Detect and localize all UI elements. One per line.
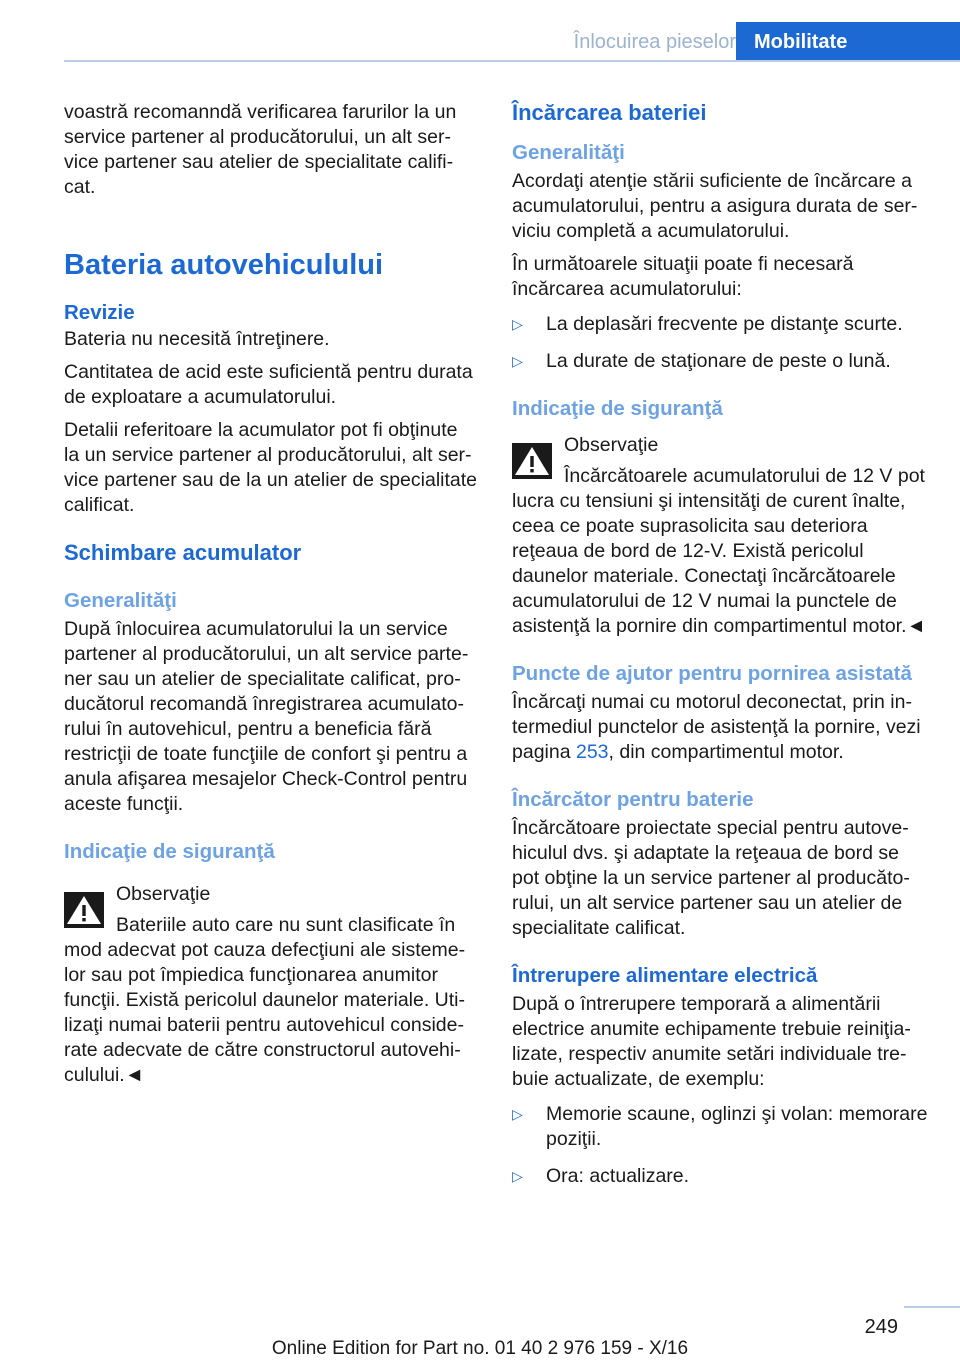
triangle-bullet-icon: ▷ xyxy=(512,1168,523,1184)
heading-indicatie-siguranta-right: Indicaţie de siguranţă xyxy=(512,397,723,420)
generalitati-right-paragraph-1: Acordaţi atenţie stării suficiente de încărcare a acumulatorului, pentru a asigura durata de serviciu completă a acumulatorului. xyxy=(512,170,918,242)
triangle-bullet-icon: ▷ xyxy=(512,1106,523,1122)
left-column xyxy=(64,100,478,1096)
intro-paragraph: voastră recomanndă verificarea farurilor la un service partener al producătorului, un alt service partener sau atelier de specialitate calificat. xyxy=(64,101,457,198)
heading-generalitati: Generalităţi xyxy=(64,589,177,612)
warning-title: Observaţie xyxy=(116,883,211,905)
revizie-paragraph-1: Bateria nu necesită întreţinere. xyxy=(64,328,330,350)
page-header xyxy=(64,22,960,62)
header-chapter-tab[interactable]: Mobilitate xyxy=(736,22,960,62)
revizie-paragraph-3: Detalii referitoare la acumulator pot fi obţinute la un service partener al producătorului, alt service partener sau de la un atelier de specialitate calificat. xyxy=(64,419,478,516)
warning-text-right: Încărcătoarele acumulatorului de 12 V pot lucra cu tensiuni şi intensităţi de curent înalte, ceea ce poate suprasolicita sau deteriora reţeaua de bord de 12-V. Există pericolul daunelor materiale. Conectaţi încărcătoarele acumulatorului de 12 V numai la punctele de asistenţă la pornire din compartimentul motor.◄ xyxy=(512,465,926,637)
puncte-paragraph: Încărcaţi numai cu motorul deconectat, prin intermediul punctelor de asistenţă la pornire, vezi pagina 253, din compartimentul motor. xyxy=(512,691,921,763)
heading-schimbare-acumulator: Schimbare acumulator xyxy=(64,540,302,565)
generalitati-paragraph: După înlocuirea acumulatorului la un service partener al producătorului, un alt service partener sau un atelier de specialitate calificat, producătorul recomandă înregistrarea acumulatorului în autovehicul, pentru a beneficia fără restricţii de toate funcţiile de confort şi pentru a anula afişarea mesajelor Check-Control pentru aceste funcţii. xyxy=(64,618,469,815)
warning-title-right: Observaţie xyxy=(564,434,659,456)
page-link-253[interactable]: 253 xyxy=(575,741,609,763)
header-section-title: Înlocuirea pieselor xyxy=(573,31,736,53)
list-item: ▷ Ora: actualizare. xyxy=(512,1165,690,1187)
header-rule xyxy=(64,60,960,62)
heading-puncte-ajutor: Puncte de ajutor pentru pornirea asistată xyxy=(512,662,912,685)
edition-footer: Online Edition for Part no. 01 40 2 976 159 - X/16 xyxy=(271,1338,689,1359)
list-item: ▷ La durate de staţionare de peste o lună. xyxy=(512,350,891,372)
heading-incarcarea-bateriei: Încărcarea bateriei xyxy=(512,100,707,125)
heading-generalitati-right: Generalităţi xyxy=(512,141,625,164)
list-item: ▷ La deplasări frecvente pe distanţe scurte. xyxy=(512,313,903,335)
heading-indicatie-siguranta: Indicaţie de siguranţă xyxy=(64,840,275,863)
heading-bateria-autovehiculului: Bateria autovehiculului xyxy=(64,249,384,281)
heading-intrerupere-alimentare: Întrerupere alimentare electrică xyxy=(512,964,818,987)
heading-incarcator-baterie: Încărcător pentru baterie xyxy=(512,788,754,811)
warning-triangle-icon xyxy=(64,892,104,928)
warning-block xyxy=(64,882,478,1088)
warning-triangle-icon xyxy=(512,443,552,479)
revizie-paragraph-2: Cantitatea de acid este suficientă pentru durata de exploatare a acumulatorului. xyxy=(64,361,473,408)
warning-text: Bateriile auto care nu sunt clasificate în mod adecvat pot cauza defecţiuni ale sistemelor sau pot împiedica funcţionarea anumitor funcţii. Există pericolul daunelor materiale. Utilizaţi numai baterii pentru autovehicul considerate adecvate de către constructorul autovehiculului.◄ xyxy=(64,914,466,1086)
intrerupere-paragraph: După o întrerupere temporară a alimentării electrice anumite echipamente trebuie reiniţializate, respectiv anumite setări individuale trebuie actualizate, de exemplu: xyxy=(512,993,911,1090)
warning-block-right xyxy=(512,433,928,639)
footer-rule xyxy=(904,1306,960,1308)
list-item: ▷ Memorie scaune, oglinzi şi volan: memorare poziţii. xyxy=(512,1103,928,1150)
heading-revizie: Revizie xyxy=(64,301,135,324)
incarcator-paragraph: Încărcătoare proiectate special pentru autovehiculul dvs. şi adaptate la reţeaua de bord se pot obţine la un service partener al producătorului, un alt service partener sau un atelier de specialitate calificat. xyxy=(512,817,910,939)
reset-items-list xyxy=(512,1102,928,1189)
triangle-bullet-icon: ▷ xyxy=(512,353,523,369)
charging-situations-list xyxy=(512,312,928,374)
generalitati-right-paragraph-2: În următoarele situaţii poate fi necesară încărcarea acumulatorului: xyxy=(512,253,854,300)
triangle-bullet-icon: ▷ xyxy=(512,316,523,332)
right-column xyxy=(512,100,928,1201)
page-number: 249 xyxy=(864,1316,898,1338)
